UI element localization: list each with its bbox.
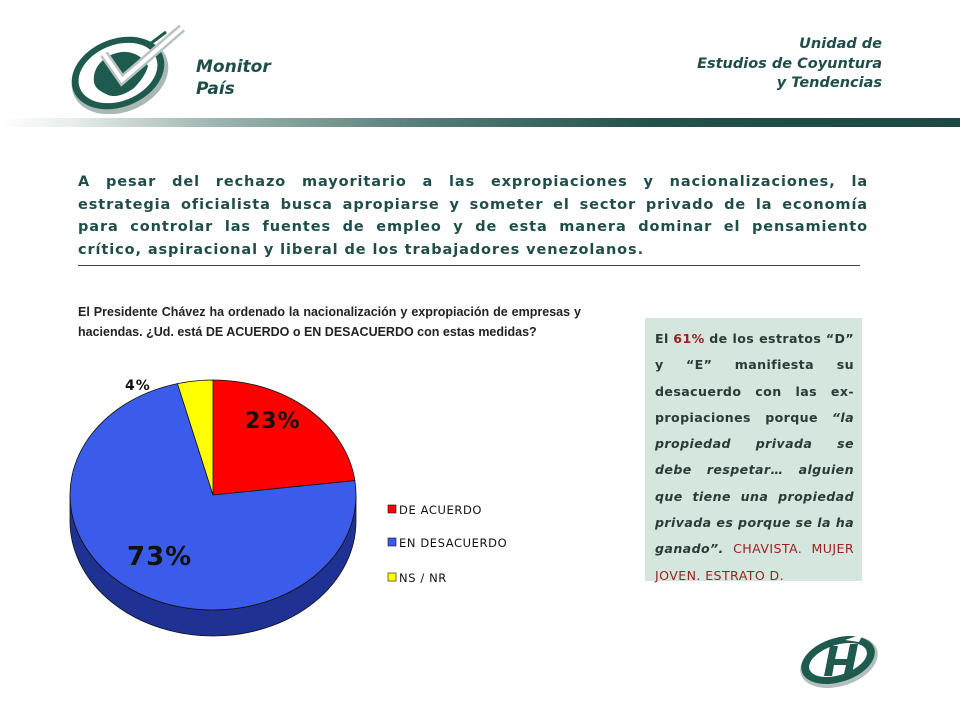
callout-quote: “la propiedad privada se debe respetar… alguien que tiene una propiedad privada es porque se la ha ganado”. xyxy=(655,409,855,557)
survey-question: El Presidente Chávez ha ordenado la nacionalización y expropiación de empresas y haciendas. ¿Ud. está DE ACUERDO o EN DESACUERDO con estas medidas? xyxy=(78,305,581,339)
stylized-h-logo xyxy=(797,632,881,690)
callout-strata-intro: de los estratos xyxy=(709,331,822,346)
brand-name-line1: Monitor xyxy=(196,57,271,77)
callout-and: y xyxy=(655,357,664,373)
venezuela-map-checkmark-logo xyxy=(64,22,194,114)
legend-label-ns-nr: NS / NR xyxy=(399,571,447,585)
pie-label-de-acuerdo: 23% xyxy=(245,409,301,434)
headline-rule xyxy=(78,265,860,266)
legend-label-de-acuerdo: DE ACUERDO xyxy=(399,503,483,517)
pie-chart xyxy=(60,368,530,648)
header-divider-bar xyxy=(0,118,960,127)
unit-title xyxy=(697,35,882,94)
pie-label-ns-nr: 4% xyxy=(125,378,151,394)
callout-text xyxy=(655,326,854,589)
callout-statement: manifiesta su desacuerdo con las ex-propiaciones porque xyxy=(655,357,854,425)
callout-box xyxy=(645,318,862,581)
unit-title-line2: Estudios de Coyuntura xyxy=(697,55,882,72)
brand-name-line2: País xyxy=(196,79,235,99)
pie-label-en-desacuerdo: 73% xyxy=(127,542,193,572)
headline: A pesar del rechazo mayoritario a las expropiaciones y nacionalizaciones, la estrategia oficialista busca apropiarse y someter el sector privado de la economía para controlar las fuentes de empleo y de esta manera dominar el pensamiento crítico, aspiracional y liberal de los trabajadores venezolanos. xyxy=(78,174,868,258)
pie-slice-de-acuerdo xyxy=(213,380,355,495)
unit-title-line1: Unidad de xyxy=(799,36,882,52)
unit-title-line3: y Tendencias xyxy=(776,75,882,91)
callout-stratum-e: “E” xyxy=(685,357,713,373)
brand-name xyxy=(196,56,271,100)
callout-percentage: 61% xyxy=(673,331,705,346)
legend-swatch-en-desacuerdo xyxy=(388,538,396,546)
legend-label-en-desacuerdo: EN DESACUERDO xyxy=(399,536,508,550)
legend-swatch-ns-nr xyxy=(388,573,396,581)
callout-stratum-d: “D” xyxy=(825,331,855,346)
legend-swatch-de-acuerdo xyxy=(388,505,396,513)
callout-intro: El xyxy=(655,331,669,346)
callout-source: CHAVISTA. MUJER JOVEN. ESTRATO D. xyxy=(655,541,854,583)
